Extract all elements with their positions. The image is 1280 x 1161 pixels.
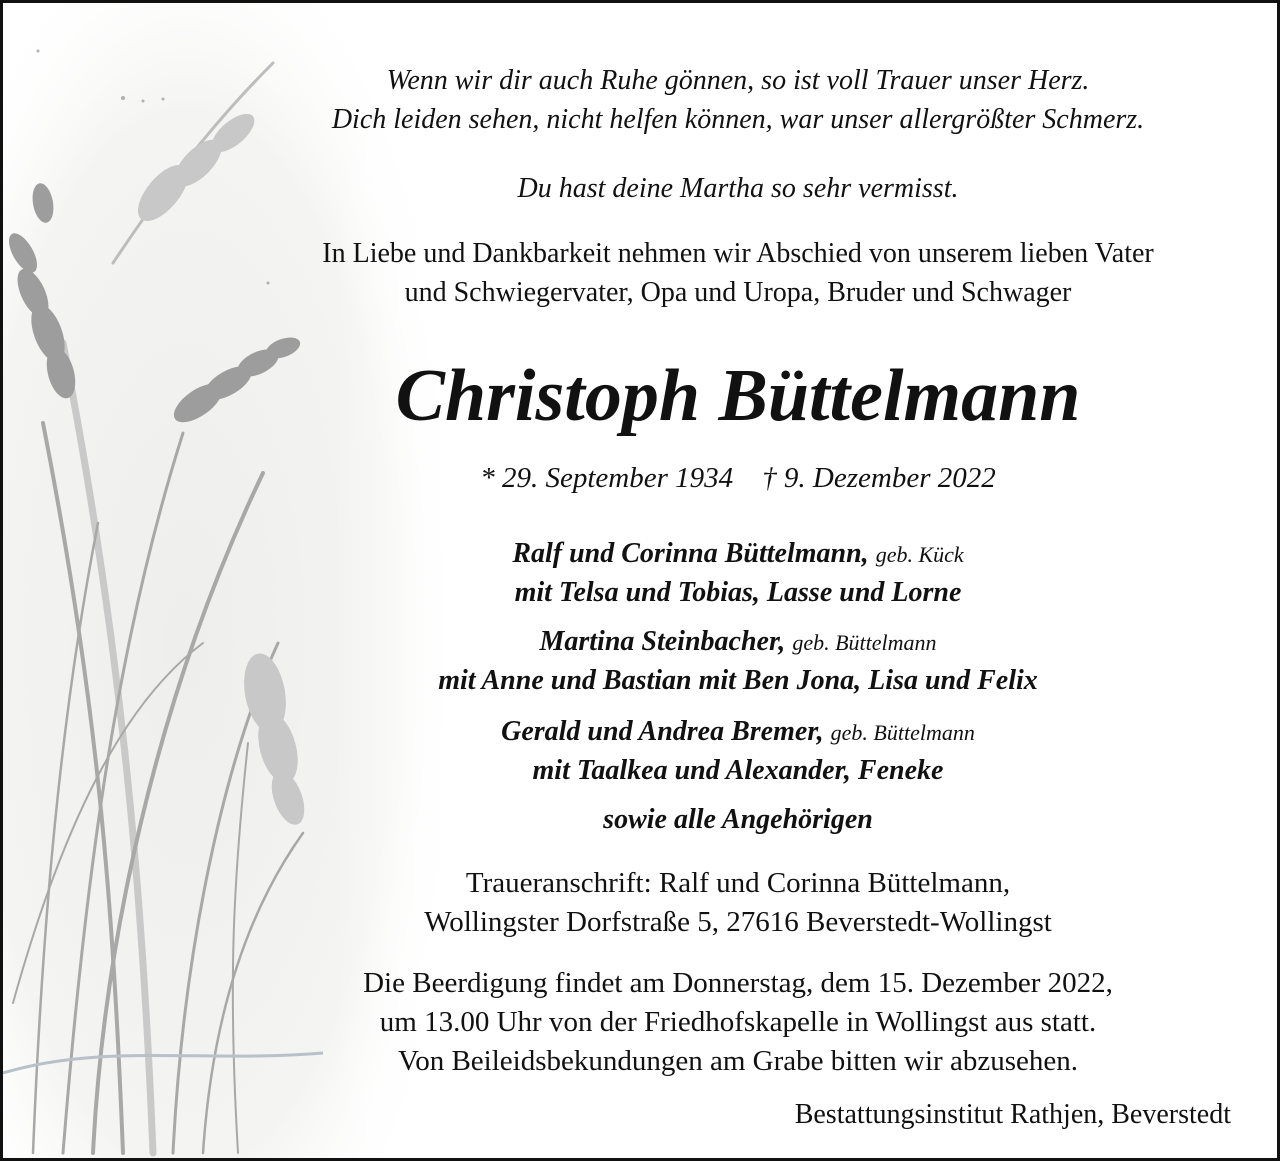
verse-line-2: Dich leiden sehen, nicht helfen können, war unser allergrößter Schmerz.	[331, 104, 1145, 135]
funeral-line-2: um 13.00 Uhr von der Friedhofskapelle in Wollingst aus statt.	[379, 1006, 1097, 1038]
funeral-home: Bestattungsinstitut Rathjen, Beverstedt	[794, 1099, 1231, 1130]
mourner-3-name: Gerald und Andrea Bremer, geb. Büttelmann	[501, 716, 975, 747]
maiden-name-note: geb. Kück	[875, 542, 964, 567]
relatives-line: sowie alle Angehörigen	[603, 804, 873, 835]
mourner-2-name: Martina Steinbacher, geb. Büttelmann	[539, 626, 937, 657]
maiden-name-note: geb. Büttelmann	[830, 720, 975, 745]
intro-line-2: und Schwiegervater, Opa und Uropa, Bruder und Schwager	[404, 277, 1072, 308]
verse-line-1: Wenn wir dir auch Ruhe gönnen, so ist voll Trauer unser Herz.	[386, 65, 1090, 96]
funeral-line-1: Die Beerdigung findet am Donnerstag, dem 15. Dezember 2022,	[363, 967, 1113, 999]
mourner-1-name: Ralf und Corinna Büttelmann, geb. Kück	[512, 538, 964, 569]
life-dates	[263, 464, 1213, 493]
mourner-2-family: mit Anne und Bastian mit Ben Jona, Lisa und Felix	[438, 665, 1038, 696]
maiden-name-note: geb. Büttelmann	[792, 630, 937, 655]
address-line-2: Wollingster Dorfstraße 5, 27616 Beverstedt-Wollingst	[424, 906, 1052, 938]
funeral-line-3: Von Beileidsbekundungen am Grabe bitten wir abzusehen.	[398, 1045, 1078, 1077]
mourner-3-family: mit Taalkea und Alexander, Feneke	[532, 755, 944, 786]
verse-line-3: Du hast deine Martha so sehr vermisst.	[517, 173, 959, 204]
birth-date: * 29. September 1934	[480, 462, 734, 494]
mourner-1-family: mit Telsa und Tobias, Lasse und Lorne	[514, 577, 962, 608]
death-date: † 9. Dezember 2022	[762, 462, 996, 494]
deceased-name: Christoph Büttelmann	[395, 355, 1081, 437]
intro-line-1: In Liebe und Dankbarkeit nehmen wir Abschied von unserem lieben Vater	[322, 238, 1154, 269]
address-line-1: Traueranschrift: Ralf und Corinna Büttelmann,	[465, 867, 1011, 899]
